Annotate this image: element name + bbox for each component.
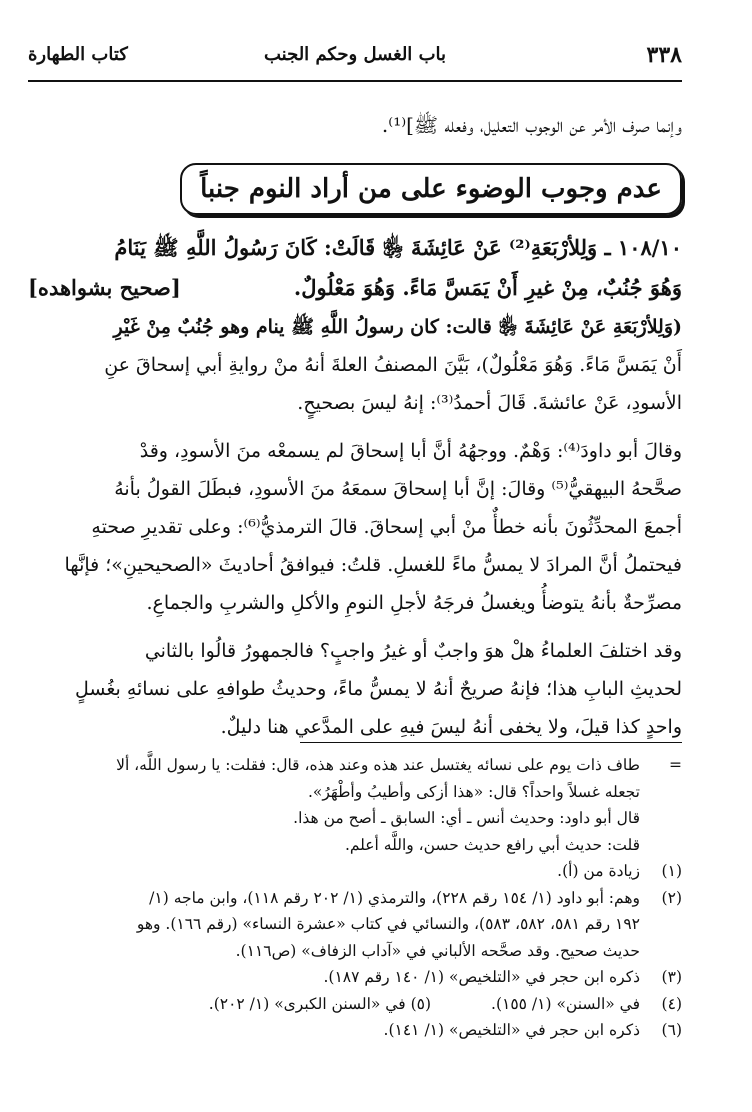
footnote-text: طاف ذات يوم على نسائه يغتسل عند هذه وعند هذه، قال: فقلت: يا رسول اللَّه، ألا <box>116 756 640 774</box>
footnote-text: تجعله غسلاً واحداً؟ قال: «هذا أزكى وأطيبُ وأطْهَرُ». <box>307 782 640 801</box>
footnote <box>28 1017 682 1044</box>
footnote <box>28 938 682 965</box>
section-title: عدم وجوب الوضوء على من أراد النوم جنباً <box>180 163 682 215</box>
hadith-line <box>28 268 682 308</box>
body-line: أجمعَ المحدِّثُونَ بأنه خطأٌ منْ أبي إسحاقَ. قالَ الترمذيُّ⁽⁶⁾: وعلى تقديرِ صحتهِ <box>91 516 682 538</box>
body-line: واحدٍ كذا قيلَ، ولا يخفى أنهُ ليسَ فيهِ على المدَّعي هنا دليلٌ. <box>220 716 682 738</box>
footnote-continuation <box>28 805 682 832</box>
book-title: كتاب الطهارة <box>28 44 128 65</box>
footnote-number: (٦) <box>661 1021 682 1039</box>
footnote-text: قلت: حديث أبي رافع حديث حسن، واللَّه أعلم. <box>344 835 640 854</box>
body-line: صحَّحهُ البيهقيُّ⁽⁵⁾ وقالَ: إنَّ أبا إسحاقَ سمعَهُ منَ الأسودِ، فبطَلَ القولُ بأنهُ <box>114 478 682 500</box>
footnote-continuation <box>28 832 682 859</box>
footnote-pair <box>28 991 682 1018</box>
footnote-continuation <box>28 752 682 779</box>
footnote-text: قال أبو داود: وحديث أنس ـ أي: السابق ـ أصح من هذا. <box>293 809 640 827</box>
body-line: فيحتملُ أنَّ المرادَ لا يمسُّ ماءً للغسلِ. قلتُ: فيوافقُ أحاديثَ «الصحيحينِ»؛ فإنَّها <box>64 554 682 576</box>
body-line: وقالَ أبو داودَ⁽⁴⁾: وَهْمٌ. ووجهُهُ أنَّ أبا إسحاقَ لم يسمعْه منَ الأسودِ، وقدْ <box>139 440 682 462</box>
footnote-text: حديث صحيح. وقد صحَّحه الألباني في «آداب الزفاف» (ص١١٦). <box>235 941 640 960</box>
body-line: وقد اختلفَ العلماءُ هلْ هوَ واجبٌ أو غيرُ واجبٍ؟ فالجمهورُ قالُوا بالثاني <box>144 640 682 662</box>
body-line: (وَلِلأرْبَعَةِ عَنْ عَائِشَةَ ﵂ قالت: كان رسولُ اللَّهِ ﷺ ينام وهو جُنُبٌ مِنْ غَيْرِ <box>113 316 682 338</box>
footnote-number: (٣) <box>661 968 682 986</box>
footnote-text: زيادة من (أ). <box>557 862 640 880</box>
intro-line: وإنما صرف الأمر عن الوجوب التعليل، وفعله ﷺ]⁽¹⁾. <box>381 113 682 137</box>
body-line: لحديثِ البابِ هذا؛ فإنهُ صريحٌ أنهُ لا يمسُّ ماءً، وحديثُ طوافهِ على نسائهِ بغُسلٍ <box>75 678 682 700</box>
footnote-number: (٤) <box>661 994 682 1013</box>
footnote-number: (١) <box>661 862 682 880</box>
hadith-grade: [صحيح بشواهده] <box>28 275 181 300</box>
footnote <box>28 858 682 885</box>
footnote-text: وهم: أبو داود (١/ ١٥٤ رقم ٢٢٨)، والترمذي (١/ ٢٠٢ رقم ١١٨)، وابن ماجه (١/ <box>149 888 640 907</box>
footnote-number: (٢) <box>661 888 682 907</box>
header-rule <box>28 80 682 82</box>
page-number: ٣٣٨ <box>646 42 682 68</box>
running-header <box>28 40 682 80</box>
body-line: مصرِّحةٌ بأنهُ يتوضأُ ويغسلُ فرجَهُ لأجلِ النومِ والأكلِ والشربِ والجماعِ. <box>146 592 682 614</box>
footnotes <box>28 752 682 1044</box>
footnote <box>28 911 682 938</box>
footnote-rule <box>300 742 682 743</box>
body-line: الأسودِ، عَنْ عائشةَ. قَالَ أحمدُ⁽³⁾: إنهُ ليسَ بصحيحٍ. <box>297 392 682 414</box>
footnote-number: (٥) <box>410 994 432 1013</box>
continuation-mark: = <box>669 756 682 774</box>
footnote-text: في «السنن» (١/ ١٥٥). <box>491 994 640 1013</box>
footnote <box>28 964 682 991</box>
footnote-continuation <box>28 779 682 806</box>
hadith-line: ١٠٨/١٠ ـ وَلِلأرْبَعَةِ⁽²⁾ عَنْ عَائِشَةَ ﵂ قَالَتْ: كَانَ رَسُولُ اللَّهِ ﷺ يَنَامُ <box>114 235 682 260</box>
footnote-text: ذكره ابن حجر في «التلخيص» (١/ ١٤١). <box>383 1021 640 1039</box>
hadith-line-text: وَهُوَ جُنُبٌ، مِنْ غيرِ أَنْ يَمَسَّ مَاءً. وَهُوَ مَعْلُولٌ. <box>293 275 682 300</box>
chapter-title: باب الغسل وحكم الجنب <box>263 44 447 65</box>
hadith-text <box>28 228 682 308</box>
footnote-text: ذكره ابن حجر في «التلخيص» (١/ ١٤٠ رقم ١٨٧). <box>323 968 640 986</box>
footnote-text: ١٩٢ رقم ٥٨١، ٥٨٢، ٥٨٣)، والنسائي في كتاب «عشرة النساء» (رقم ١٦٦). وهو <box>136 915 640 933</box>
footnote-text: في «السنن الكبرى» (١/ ٢٠٢). <box>208 994 406 1013</box>
body-line: أَنْ يَمَسَّ مَاءً. وَهُوَ مَعْلُولٌ)، بَيَّنَ المصنفُ العلةَ أنهُ منْ روايةِ أبي إسحاقَ عنِ <box>104 354 682 376</box>
footnote <box>28 885 682 912</box>
commentary <box>28 308 682 746</box>
